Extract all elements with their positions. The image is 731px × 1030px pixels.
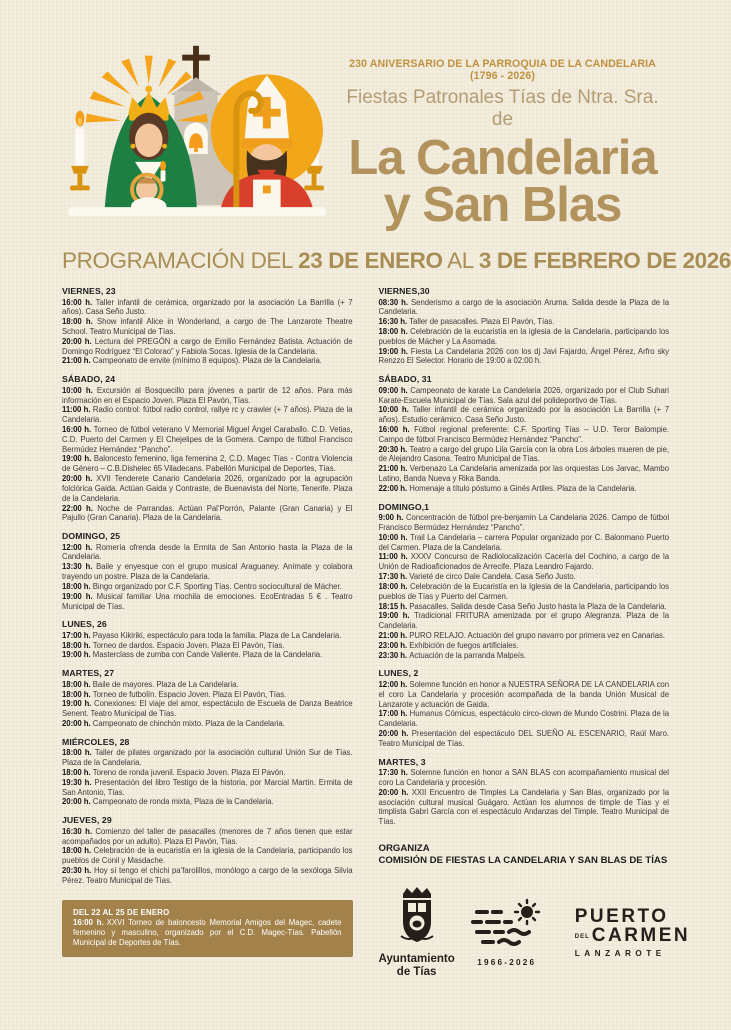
event-time: 22:00 h. (378, 483, 410, 493)
event-item (379, 513, 670, 533)
event-text: Noche de Parrandas. Actúan Pal’Porrón, Palante (Gran Canaria) y El Pajullo (Gran Canaria). Plaza de la Candelaria. (62, 503, 353, 523)
day-section (62, 815, 353, 885)
event-time: 21:00 h. (378, 630, 410, 640)
event-time: 18:00 h. (62, 679, 93, 689)
event-text: Masterclass de zumba con Cande Valiente. Plaza de la Candelaria. (92, 650, 323, 660)
event-text: Solemne función en honor a SAN BLAS con acompañamiento musical del coro La Candelaria y procesión. (378, 768, 669, 787)
event-item (62, 631, 353, 641)
event-time: 17:00 h. (62, 630, 93, 640)
program-heading-middle: AL (442, 248, 479, 274)
event-text: Comienzo del taller de pasacalles (menores de 7 años tienen que estar acompañados por un adulto). Plaza El Pavón, Tías. (62, 826, 353, 846)
event-text: Excursión al Bosquecillo para jóvenes a partir de 12 años. Para más información en el Espacio Joven. Plaza El Pavón, Tías. (62, 385, 353, 405)
event-item (379, 729, 670, 749)
event-text: Lectura del PREGÓN a cargo de Emilio Fernández Batista. Actuación de Domingo Rodríguez “El Colorao” y Fabiola Socas. Iglesia de la Candelaria. (62, 336, 353, 356)
event-text: Payaso Kikiriki, espectáculo para toda la familia. Plaza de La Candelaria. (92, 630, 342, 640)
event-text: Campeonato de chinchón mixto. Plaza de la Candelaria. (92, 719, 285, 729)
organiza-block (379, 843, 670, 866)
event-time: 19:00 h. (378, 611, 414, 621)
event-item (379, 582, 670, 602)
event-item (62, 690, 353, 700)
event-time: 18:00 h. (62, 581, 93, 591)
day-section (62, 531, 353, 611)
event-time: 17:30 h. (378, 572, 410, 582)
day-section (62, 286, 353, 366)
day-heading: LUNES, 2 (378, 668, 419, 679)
san-blas-figure (211, 74, 323, 213)
logos-row (378, 886, 691, 978)
event-time: 16:00 h. (73, 917, 104, 927)
right-days (379, 286, 670, 827)
candle-left-icon (70, 111, 90, 191)
event-text: Taller infantil de cerámica organizado por la asociación La Barrilla (+ 7 años). Estudio cerámico. Casa Seño Justo. (378, 405, 669, 425)
event-text: Teatro a cargo del grupo Lila García con la obra Los árboles mueren de pie, de Alejandro Casona. Teatro Municipal de Tías. (378, 444, 669, 464)
event-item (62, 562, 353, 582)
program-heading-date2: 3 DE FEBRERO DE 2026 (478, 248, 731, 274)
event-text: Celebración de la Eucaristía en la Iglesia de la Candelaria, participando los pueblos de Tías y Puerto del Carmen. (378, 581, 669, 601)
title-line-2: y San Blas (383, 177, 622, 232)
title-line-1: La Candelaria (348, 131, 657, 185)
event-text: Celebración de la eucaristía en la iglesia de la Candelaria, participando los pueblos de Mácher y La Asomada. (378, 327, 669, 346)
event-item (62, 641, 353, 651)
event-time: 10:00 h. (62, 385, 97, 395)
event-time: 17:00 h. (378, 709, 410, 719)
event-item (379, 768, 670, 788)
day-heading: MARTES, 3 (378, 756, 426, 767)
event-time: 19:00 h. (62, 591, 97, 601)
event-time: 19:00 h. (62, 454, 94, 464)
event-time: 19:30 h. (62, 777, 95, 787)
event-time: 20:00 h. (62, 474, 97, 484)
event-item (379, 709, 670, 729)
event-time: 18:15 h. (378, 601, 410, 611)
event-time: 10:00 h. (378, 405, 413, 415)
event-item (379, 651, 670, 661)
event-item (62, 582, 353, 592)
event-text: Pasacalles. Salida desde Casa Seño Justo hasta la Plaza de la Candelaria. (409, 601, 667, 611)
event-text: Solemne función en honor a NUESTRA SEÑORA DE LA CANDELARIA con el coro La Candelaria y procesión acompañada de la banda Unión Musical de Lanzarote y actuación de Gaida. (378, 679, 669, 709)
event-item (379, 298, 670, 318)
event-item (62, 680, 353, 690)
day-section (379, 374, 670, 493)
day-section (379, 668, 670, 748)
event-time: 20:00 h. (62, 336, 95, 346)
event-time: 19:00 h. (62, 650, 93, 660)
event-text: Taller de pilates organizado por la asociación cultural Unión Sur de Tías. Plaza de la Candelaria. (62, 748, 353, 768)
day-heading: MIÉRCOLES, 28 (62, 736, 130, 747)
event-time: 18:00 h. (62, 689, 93, 699)
day-heading: SÁBADO, 24 (62, 374, 116, 385)
anniversary-1966-2026-logo (471, 898, 543, 967)
day-heading: LUNES, 26 (62, 619, 107, 630)
event-time: 22:00 h. (62, 503, 98, 513)
day-section (379, 502, 670, 661)
event-item (62, 425, 353, 454)
event-text: Baile de mayores. Plaza de La Candelaria. (92, 679, 239, 689)
day-section (379, 286, 670, 366)
left-days (62, 286, 353, 886)
highlight-box-event (73, 918, 342, 948)
event-item (379, 631, 670, 641)
event-item (62, 337, 353, 357)
program-heading-prefix: PROGRAMACIÓN DEL (62, 248, 299, 274)
poster-title (336, 131, 669, 232)
event-text: Torneo de fútbol veterano V Memorial Miguel Ángel Caraballo. C.D. Vetias, C.D. Puerto del Carmen y El Chejelipes de la Gomera. Campo de fútbol Francisco Bermúdez Hernández “Pancho”. (62, 425, 353, 454)
event-time: 19:00 h. (62, 699, 95, 709)
event-text: XXVI Torneo de baloncesto Memorial Amigos del Magec, cadete femenino y masculino, organizado por el C.D. Magec-Tías. Pabellón Municipal de Deportes de Tías. (73, 917, 342, 947)
event-text: Hoy sí tengo el chichi pa’farolillos, monólogo a cargo de la sexóloga Silvia Pérez. Teatro Municipal de Tías. (62, 865, 353, 885)
event-item (62, 827, 353, 847)
day-section (379, 757, 670, 827)
event-text: Homenaje a título póstumo a Ginés Artiles. Plaza de la Candelaria. (409, 483, 637, 493)
event-item (62, 719, 353, 729)
event-text: Campeonato de karate La Candelaria 2026, organizado por el Club Suhari Karate-Escuela Municipal de Tías. Sala azul del polideportivo de Tías. (378, 385, 669, 405)
event-item (379, 572, 670, 582)
event-text: Torneo de dardos. Espacio Joven. Plaza El Pavón, Tías. (92, 640, 285, 650)
event-time: 20:00 h. (62, 719, 93, 729)
event-text: Concentración de fútbol pre-benjamín La Candelaria 2026. Campo de fútbol Francisco Bermúdez Hernández “Pancho”. (378, 513, 669, 533)
event-item (379, 386, 670, 406)
event-time: 16:30 h. (62, 826, 96, 836)
event-text: XXII Encuentro de Timples La Candelaria y San Blas, organizado por la asociación cultural musical Guágaro. Actúan los alumnos de timple de Tías y el timplista Gabri García con el espectáculo Andanzas del Timple. Teatro Municipal de Tías. (378, 787, 669, 827)
event-text: Romería ofrenda desde la Ermita de San Antonio hasta la Plaza de la Candelaria. (62, 542, 353, 562)
event-item (379, 552, 670, 572)
ayuntamiento-tias-logo (379, 886, 455, 978)
event-text: Senderismo a cargo de la asociación Aruma. Salida desde la Plaza de la Candelaria. (378, 297, 669, 317)
event-time: 20:00 h. (378, 728, 412, 738)
lanzarote-word: LANZAROTE (574, 948, 666, 958)
event-text: Bingo organizado por C.F. Sporting Tías. Centro sociocultural de Mácher. (92, 581, 342, 591)
event-item (62, 846, 353, 866)
event-time: 08:30 h. (378, 297, 412, 307)
candelaria-san-blas-illustration (56, 34, 336, 216)
carmen-word (575, 926, 690, 945)
event-item (62, 699, 353, 719)
event-text: Fiesta La Candelaria 2026 con los dj Javi Fajardo, Ángel Pérez, Arfro sky Renzzo El Selector. Horario de 19:00 a 02:00 h. (378, 346, 669, 366)
day-heading: VIERNES, 23 (62, 286, 116, 297)
event-time: 9:00 h. (378, 513, 406, 523)
event-time: 18:00 h. (378, 581, 410, 591)
event-item (62, 474, 353, 503)
day-heading: MARTES, 27 (62, 668, 115, 679)
event-time: 20:00 h. (378, 787, 412, 797)
event-text: Campeonato de envite (mínimo 8 equipos). Plaza de la Candelaria. (92, 356, 322, 366)
day-heading: JUEVES, 29 (62, 815, 112, 826)
subtitle-line: Fiestas Patronales Tías de Ntra. Sra. de (346, 87, 659, 130)
event-time: 20:30 h. (62, 865, 94, 875)
event-time: 11:00 h. (378, 552, 411, 562)
event-text: Toreno de ronda juvenil. Espacio Joven. Plaza El Pavón. (92, 767, 286, 777)
event-item (379, 347, 670, 367)
event-text: Trail La Candelaria – carrera Popular organizado por C. Balonmano Puerto del Carmen. Plaza de la Candelaria. (378, 532, 669, 552)
event-text: Actuación de la parranda Malpeís. (409, 650, 526, 660)
event-text: Presentación del espectáculo DEL SUEÑO AL ESCENARIO, Raúl Maro. Teatro Municipal de Tías. (378, 728, 669, 748)
del-word: DEL (574, 933, 590, 940)
day-heading: DOMINGO, 25 (62, 531, 121, 542)
event-time: 16:00 h. (62, 297, 96, 307)
event-text: Presentación del libro Testigo de la historia, por Marcial Martín. Ermita de San Antonio, Tías. (62, 777, 353, 797)
event-item (62, 356, 353, 366)
puerto-word: PUERTO (574, 905, 669, 927)
event-time: 10:00 h. (378, 532, 410, 542)
day-section (62, 737, 353, 807)
event-item (379, 317, 670, 327)
ayuntamiento-line1: Ayuntamiento (378, 952, 455, 965)
event-item (62, 650, 353, 660)
organiza-name: COMISIÓN DE FIESTAS LA CANDELARIA Y SAN BLAS DE TÍAS (378, 854, 668, 866)
event-item (62, 504, 353, 524)
event-item (62, 317, 353, 337)
event-item (379, 425, 670, 445)
event-item (62, 768, 353, 778)
event-item (379, 788, 670, 827)
event-text: Radio control: fútbol radio control, rallye rc y crawler (+ 7 años). Plaza de la Candelaria. (62, 405, 353, 425)
event-item (62, 748, 353, 768)
day-heading: DOMINGO,1 (378, 501, 430, 512)
event-text: Campeonato de ronda mixta, Plaza de la Candelaria. (92, 797, 274, 807)
header-text-block (336, 34, 669, 232)
event-item (62, 866, 353, 886)
anniversary-line: 230 ANIVERSARIO DE LA PARROQUIA DE LA CANDELARIA (1796 - 2026) (349, 58, 656, 82)
event-text: Exhibición de fuegos artificiales. (409, 640, 519, 650)
event-item (379, 484, 670, 494)
event-time: 16:00 h. (62, 425, 94, 435)
event-time: 21:00 h. (378, 464, 410, 474)
event-text: Humanus Cómicus, espectáculo circo-clown de Mundo Costrini. Plaza de la Candelaria. (378, 709, 670, 729)
highlight-box (62, 900, 353, 958)
event-time: 20:00 h. (62, 797, 93, 807)
event-item (379, 405, 670, 425)
program-column-left (62, 286, 353, 957)
anniversary-years: 1966-2026 (477, 957, 537, 967)
event-item (379, 327, 670, 347)
event-item (379, 533, 670, 553)
event-time: 13:30 h. (62, 562, 97, 572)
event-time: 20:30 h. (378, 444, 410, 454)
event-item (62, 298, 353, 318)
event-item (379, 464, 670, 484)
event-time: 09:00 h. (378, 385, 411, 395)
event-item (62, 405, 353, 425)
event-text: XVII Tenderete Canario Candelaria 2026, organizado por la agrupación folclórica Gaida. Actúan Gaida y Contraste, de Buenavista del Norte, Tenerife. Plaza de la Candelaria. (62, 474, 353, 503)
event-item (62, 454, 353, 474)
event-text: Torneo de futbolín. Espacio Joven. Plaza El Pavón, Tías. (92, 689, 287, 699)
event-text: PURO RELAJO. Actuación del grupo navarro por primera vez en Canarias. (409, 630, 665, 640)
event-item (62, 797, 353, 807)
sun-waves-anniversary-icon (471, 898, 543, 950)
event-time: 21:00 h. (62, 356, 93, 366)
puerto-del-carmen-logo (575, 907, 690, 958)
event-item (379, 641, 670, 651)
day-section (62, 374, 353, 523)
event-item (62, 778, 353, 798)
event-time: 18:00 h. (62, 748, 95, 758)
event-item (379, 680, 670, 709)
carmen-text: CARMEN (591, 924, 691, 946)
event-text: Baile y enyesque con el grupo musical Araguaney. Anímate y colabora trayendo un postre. Plaza de la Candelaria. (62, 562, 353, 582)
event-time: 12:00 h. (378, 679, 410, 689)
event-time: 18:00 h. (378, 327, 411, 337)
event-text: Baloncesto femenino, liga femenina 2, C.D. Magec Tías - Contra Violencia de Género – C.B.Dishelec 65 Viladecans. Pabellón Municipal de Deportes, Tías. (62, 454, 353, 474)
event-text: Conexiones: El viaje del amor, espectáculo de Escuela de Danza Beatrice Senent. Teatro Municipal de Tías. (62, 699, 353, 719)
highlight-box-title: DEL 22 AL 25 DE ENERO (73, 907, 170, 917)
event-item (62, 386, 353, 406)
poster-header (62, 34, 669, 232)
event-item (62, 543, 353, 563)
event-text: XXXV Concurso de Radiolocalización Cacería del Cochino, a cargo de la Unión de Radioaficionados de Arrecife. Plaza Leandro Fajardo. (378, 552, 669, 572)
event-time: 19:00 h. (378, 346, 411, 356)
event-time: 11:00 h. (62, 405, 93, 415)
event-item (379, 445, 670, 465)
event-text: Fútbol regional preferente: C.F. Sporting Tías – U.D. Teror Balompie. Campo de fútbol Francisco Bermúdez Hernández “Pancho”. (378, 425, 669, 444)
ayuntamiento-label (379, 953, 455, 978)
day-section (62, 668, 353, 729)
event-item (62, 592, 353, 612)
event-time: 18:00 h. (62, 846, 94, 856)
tias-coat-of-arms-icon (395, 886, 439, 944)
event-text: Varieté de circo Dale Candela. Casa Seño Justo. (409, 572, 576, 582)
event-text: Verbenazo La Candelaria amenizada por las orquestas Los Jarvac, Mambo Latino, Banda Nueva y Rika Banda. (378, 464, 669, 484)
event-time: 23:30 h. (378, 650, 410, 660)
event-time: 12:00 h. (62, 542, 97, 552)
event-text: Tradicional FRITURA amenizada por el grupo Alegranza. Plaza de la Candelaria. (378, 611, 669, 631)
event-text: Musical familiar Una mochila de emociones. EcoEntradas 5 € . Teatro Municipal de Tías. (62, 591, 353, 611)
ayuntamiento-line2: de Tías (396, 965, 437, 978)
day-heading: VIERNES,30 (378, 286, 430, 297)
event-item (379, 602, 670, 612)
event-time: 18:00 h. (62, 767, 93, 777)
event-text: Taller infantil de cerámica, organizado por la asociación La Barrilla (+ 7 años). Casa Seño Justo. (62, 297, 353, 317)
organiza-label: ORGANIZA (378, 842, 430, 854)
program-heading-date1: 23 DE ENERO (298, 248, 443, 274)
day-heading: SÁBADO, 31 (378, 374, 432, 385)
event-time: 18:00 h. (62, 317, 98, 327)
event-time: 16:00 h. (378, 425, 415, 435)
day-section (62, 619, 353, 660)
event-time: 17:30 h. (378, 768, 411, 778)
event-text: Celebración de la eucaristía en la iglesia de la Candelaria, participando los pueblos de Conil y Masdache. (62, 846, 353, 866)
event-time: 16:30 h. (378, 317, 410, 327)
program-schedule (62, 286, 691, 978)
event-text: Show infantil Alice in Wonderland, a cargo de The Lanzarote Theatre School. Teatro Municipal de Tías. (62, 317, 353, 337)
program-column-right (378, 286, 691, 978)
event-text: Taller de pasacalles. Plaza El Pavón, Tías. (409, 317, 555, 327)
event-item (379, 611, 670, 631)
event-time: 18:00 h. (62, 640, 93, 650)
event-time: 23:00 h. (378, 640, 410, 650)
program-heading (62, 248, 731, 274)
